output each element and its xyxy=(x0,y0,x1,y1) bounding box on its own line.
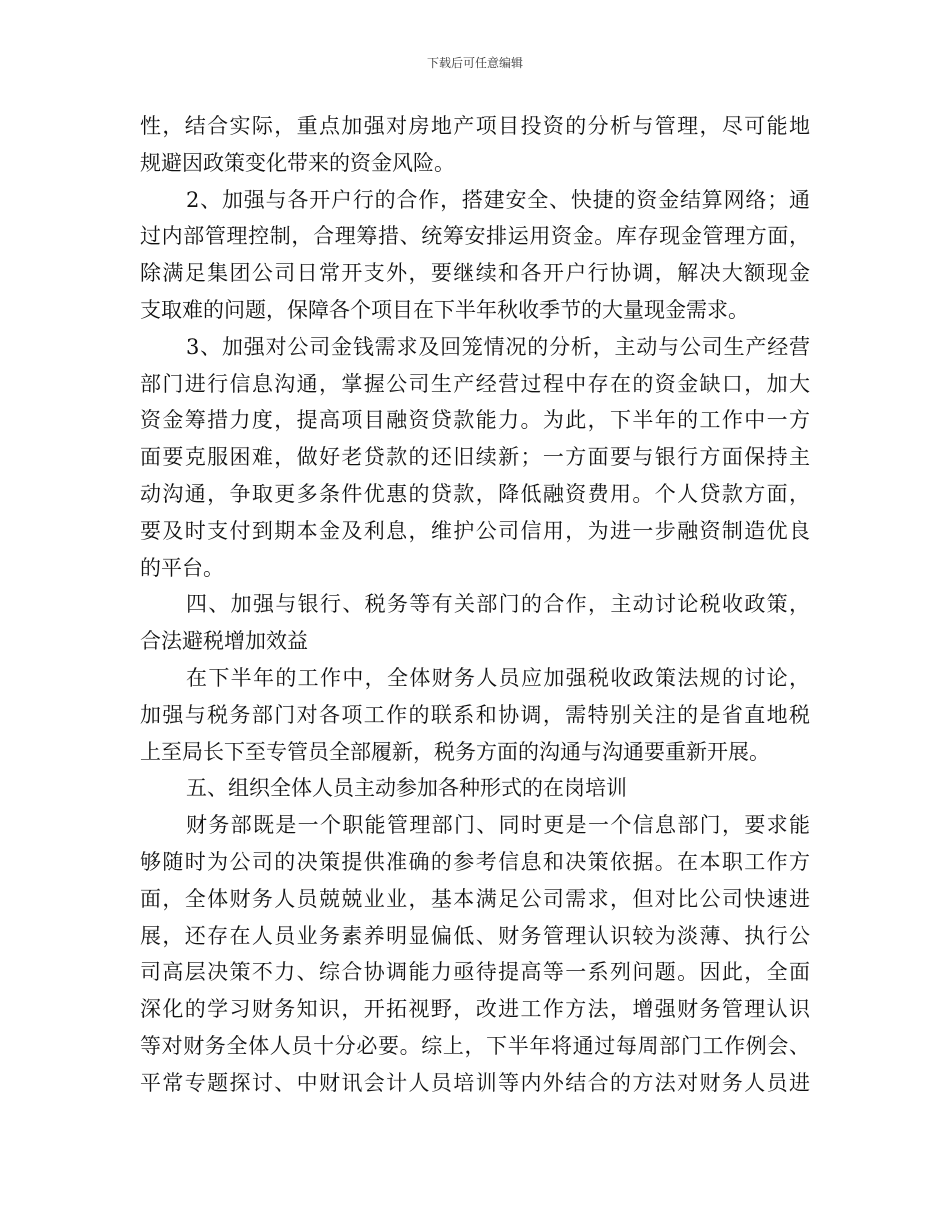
text-line: 财务部既是一个职能管理部门、同时更是一个信息部门，要求能 xyxy=(186,813,810,838)
document-body xyxy=(140,108,810,1102)
text-line: 五、组织全体人员主动参加各种形式的在岗培训 xyxy=(186,776,627,801)
text-line: 性，结合实际，重点加强对房地产项目投资的分析与管理，尽可能地 xyxy=(140,114,810,138)
text-line: 在下半年的工作中，全体财务人员应加强税收政策法规的讨论， xyxy=(186,665,810,690)
page-header-note: 下载后可任意编辑 xyxy=(426,56,523,70)
text-line: 四、加强与银行、税务等有关部门的合作，主动讨论税收政策， xyxy=(186,592,810,617)
text-line: 够随时为公司的决策提供准确的参考信息和决策依据。在本职工作方 xyxy=(140,849,810,874)
text-line: 的平台。 xyxy=(140,555,224,580)
text-line: 加强与税务部门对各项工作的联系和协调，需特别关注的是省直地税 xyxy=(140,702,810,727)
text-line: 合法避税增加效益 xyxy=(140,629,308,654)
text-line: 3、加强对公司金钱需求及回笼情况的分析，主动与公司生产经营 xyxy=(186,334,810,359)
text-line: 深化的学习财务知识，开拓视野，改进工作方法，增强财务管理认识 xyxy=(140,997,810,1022)
text-line: 展，还存在人员业务素养明显偏低、财务管理认识较为淡薄、执行公 xyxy=(140,923,810,948)
text-line: 资金筹措力度，提高项目融资贷款能力。为此，下半年的工作中一方 xyxy=(140,408,810,433)
text-line: 过内部管理控制，合理筹措、统筹安排运用资金。库存现金管理方面， xyxy=(140,224,810,249)
text-line: 规避因政策变化带来的资金风险。 xyxy=(140,150,455,175)
text-line: 平常专题探讨、中财讯会计人员培训等内外结合的方法对财务人员进 xyxy=(140,1070,810,1095)
text-line: 面要克服困难，做好老贷款的还旧续新；一方面要与银行方面保持主 xyxy=(140,445,810,470)
text-line: 等对财务全体人员十分必要。综上，下半年将通过每周部门工作例会、 xyxy=(140,1033,810,1058)
text-line: 部门进行信息沟通，掌握公司生产经营过程中存在的资金缺口，加大 xyxy=(140,371,810,396)
text-line: 上至局长下至专管员全部履新，税务方面的沟通与沟通要重新开展。 xyxy=(140,739,770,764)
text-line: 支取难的问题，保障各个项目在下半年秋收季节的大量现金需求。 xyxy=(140,297,749,322)
text-line: 除满足集团公司日常开支外，要继续和各开户行协调，解决大额现金 xyxy=(140,261,810,286)
text-line: 2、加强与各开户行的合作，搭建安全、快捷的资金结算网络；通 xyxy=(186,187,810,212)
text-line: 司高层决策不力、综合协调能力亟待提高等一系列问题。因此，全面 xyxy=(140,960,810,985)
text-line: 动沟通，争取更多条件优惠的贷款，降低融资费用。个人贷款方面， xyxy=(140,481,810,506)
text-line: 要及时支付到期本金及利息，维护公司信用，为进一步融资制造优良 xyxy=(140,518,810,543)
text-line: 面，全体财务人员兢兢业业，基本满足公司需求，但对比公司快速进 xyxy=(140,886,810,911)
